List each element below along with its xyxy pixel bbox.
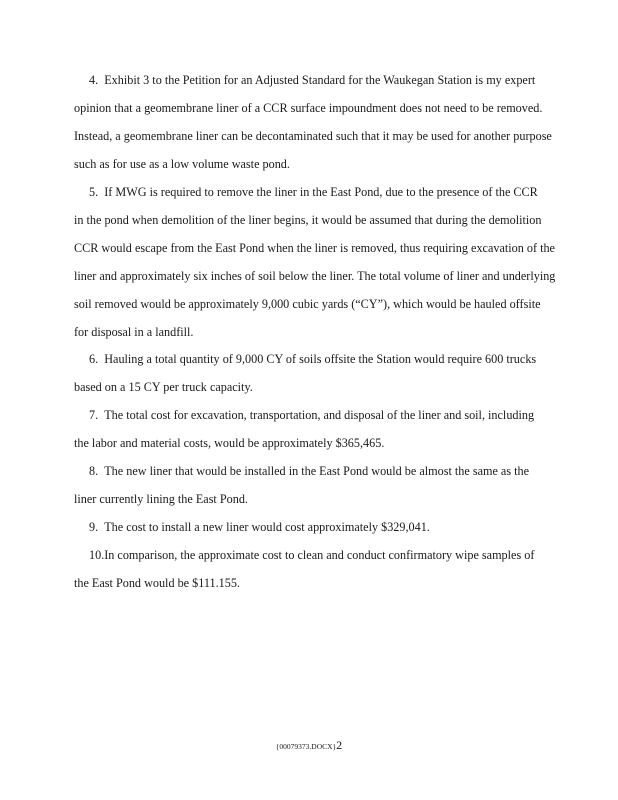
paragraph-number: 4.: [89, 73, 99, 87]
page-number: 2: [336, 738, 343, 752]
paragraph-number: 9.: [89, 520, 99, 534]
paragraph-4-line-2: opinion that a geomembrane liner of a CCR surface impoundment does not need to be removed.: [74, 101, 543, 115]
paragraph-number: 10.: [89, 548, 105, 562]
paragraph-number: 5.: [89, 185, 99, 199]
paragraph-text: If MWG is required to remove the liner in the East Pond, due to the presence of the CCR: [104, 185, 538, 199]
paragraph-4-line-4: such as for use as a low volume waste pond.: [74, 157, 290, 171]
paragraph-8-line-1: [89, 464, 610, 478]
paragraph-text: The total cost for excavation, transportation, and disposal of the liner and soil, including: [104, 408, 535, 422]
paragraph-5-line-3: CCR would escape from the East Pond when the liner is removed, thus requiring excavation of the: [74, 241, 555, 255]
document-id: {00079373.DOCX}: [275, 742, 337, 751]
paragraph-9-line-1: [89, 520, 610, 534]
page-footer: [0, 736, 618, 754]
paragraph-4-line-3: Instead, a geomembrane liner can be decontaminated such that it may be used for another purpose: [74, 129, 552, 143]
paragraph-7-line-2: the labor and material costs, would be approximately $365,465.: [74, 436, 385, 450]
paragraph-text: The cost to install a new liner would cost approximately $329,041.: [104, 520, 430, 534]
paragraph-5-line-4: liner and approximately six inches of soil below the liner. The total volume of liner and underlying: [74, 269, 556, 283]
paragraph-5-line-6: for disposal in a landfill.: [74, 325, 194, 339]
paragraph-5-line-1: [89, 185, 610, 199]
paragraph-8-line-2: liner currently lining the East Pond.: [74, 492, 248, 506]
paragraph-5-line-2: in the pond when demolition of the liner begins, it would be assumed that during the demolition: [74, 213, 542, 227]
paragraph-6-line-1: [89, 352, 610, 366]
paragraph-5-line-5: soil removed would be approximately 9,000 cubic yards (“CY”), which would be hauled offsite: [74, 297, 541, 311]
paragraph-6-line-2: based on a 15 CY per truck capacity.: [74, 380, 253, 394]
paragraph-number: 8.: [89, 464, 99, 478]
paragraph-text: The new liner that would be installed in the East Pond would be almost the same as the: [104, 464, 530, 478]
paragraph-4-line-1: [89, 73, 610, 87]
paragraph-10-line-2: the East Pond would be $111.155.: [74, 576, 240, 590]
paragraph-text: In comparison, the approximate cost to clean and conduct confirmatory wipe samples of: [104, 548, 535, 562]
paragraph-text: Exhibit 3 to the Petition for an Adjusted Standard for the Waukegan Station is my expert: [104, 73, 536, 87]
paragraph-10-line-1: [89, 548, 610, 562]
paragraph-text: Hauling a total quantity of 9,000 CY of soils offsite the Station would require 600 trucks: [104, 352, 537, 366]
paragraph-7-line-1: [89, 408, 610, 422]
paragraph-number: 7.: [89, 408, 99, 422]
paragraph-number: 6.: [89, 352, 99, 366]
